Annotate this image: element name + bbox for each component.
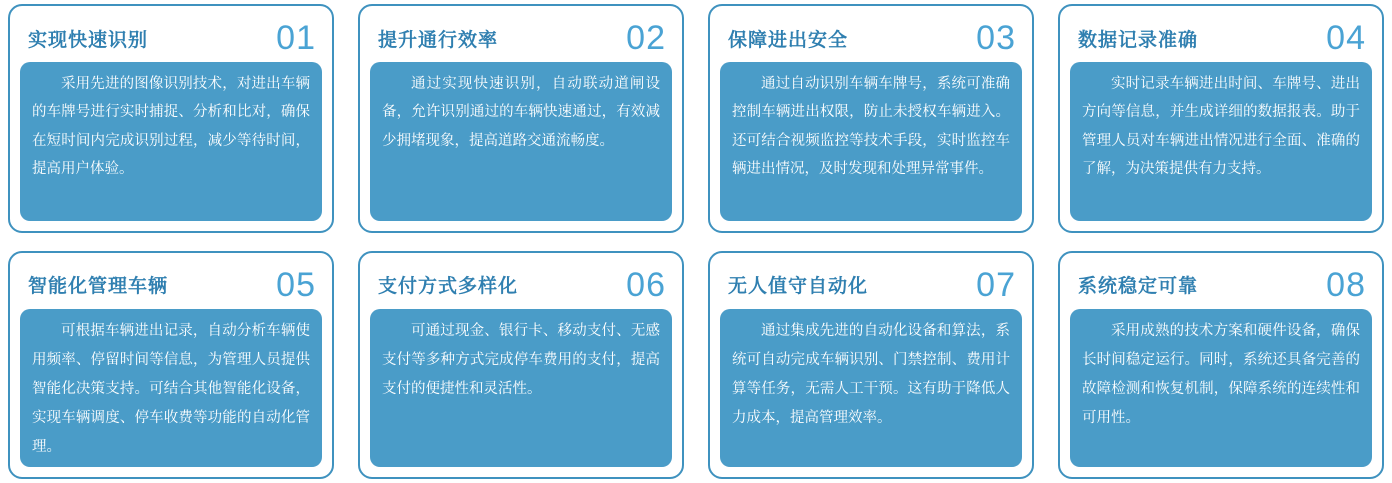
feature-card-08[interactable]: [1058, 251, 1384, 480]
card-number: 03: [976, 19, 1016, 57]
feature-card-06[interactable]: [358, 251, 684, 480]
card-header: [20, 14, 322, 62]
card-description: 实时记录车辆进出时间、车牌号、进出方向等信息，并生成详细的数据报表。助于管理人员对车辆进出情况进行全面、准确的了解，为决策提供有力支持。: [1070, 62, 1372, 221]
card-description: 采用先进的图像识别技术，对进出车辆的车牌号进行实时捕捉、分析和比对，确保在短时间内完成识别过程，减少等待时间，提高用户体验。: [20, 62, 322, 221]
card-description: 通过集成先进的自动化设备和算法，系统可自动完成车辆识别、门禁控制、费用计算等任务，无需人工干预。这有助于降低人力成本，提高管理效率。: [720, 309, 1022, 468]
card-title: 支付方式多样化: [378, 276, 519, 297]
card-header: [720, 14, 1022, 62]
card-title: 无人值守自动化: [728, 276, 869, 297]
card-title: 系统稳定可靠: [1078, 276, 1199, 297]
feature-card-02[interactable]: [358, 4, 684, 233]
card-number: 06: [626, 265, 666, 304]
card-number: 02: [626, 19, 666, 57]
card-number: 08: [1326, 265, 1366, 304]
feature-card-04[interactable]: [1058, 4, 1384, 233]
card-number: 01: [276, 19, 316, 57]
card-header: [720, 261, 1022, 309]
card-title: 数据记录准确: [1078, 29, 1199, 51]
feature-card-03[interactable]: [708, 4, 1034, 233]
card-header: [370, 14, 672, 62]
feature-card-01[interactable]: [8, 4, 334, 233]
card-title: 实现快速识别: [28, 29, 149, 51]
card-header: [1070, 14, 1372, 62]
feature-card-05[interactable]: [8, 251, 334, 480]
feature-card-07[interactable]: [708, 251, 1034, 480]
card-description: 可通过现金、银行卡、移动支付、无感支付等多种方式完成停车费用的支付，提高支付的便捷性和灵活性。: [370, 309, 672, 468]
card-header: [1070, 261, 1372, 309]
card-header: [370, 261, 672, 309]
card-number: 07: [976, 265, 1016, 304]
cards-grid: [8, 4, 1384, 479]
card-title: 提升通行效率: [378, 29, 499, 51]
card-number: 05: [276, 265, 316, 304]
card-description: 通过自动识别车辆车牌号，系统可准确控制车辆进出权限，防止未授权车辆进入。还可结合视频监控等技术手段，实时监控车辆进出情况，及时发现和处理异常事件。: [720, 62, 1022, 221]
card-description: 可根据车辆进出记录，自动分析车辆使用频率、停留时间等信息，为管理人员提供智能化决策支持。可结合其他智能化设备，实现车辆调度、停车收费等功能的自动化管理。: [20, 309, 322, 468]
card-title: 保障进出安全: [728, 29, 849, 51]
card-header: [20, 261, 322, 309]
card-number: 04: [1326, 19, 1366, 57]
card-description: 通过实现快速识别，自动联动道闸设备，允许识别通过的车辆快速通过，有效减少拥堵现象，提高道路交通流畅度。: [370, 62, 672, 221]
card-title: 智能化管理车辆: [28, 276, 169, 297]
card-description: 采用成熟的技术方案和硬件设备，确保长时间稳定运行。同时，系统还具备完善的故障检测和恢复机制，保障系统的连续性和可用性。: [1070, 309, 1372, 468]
